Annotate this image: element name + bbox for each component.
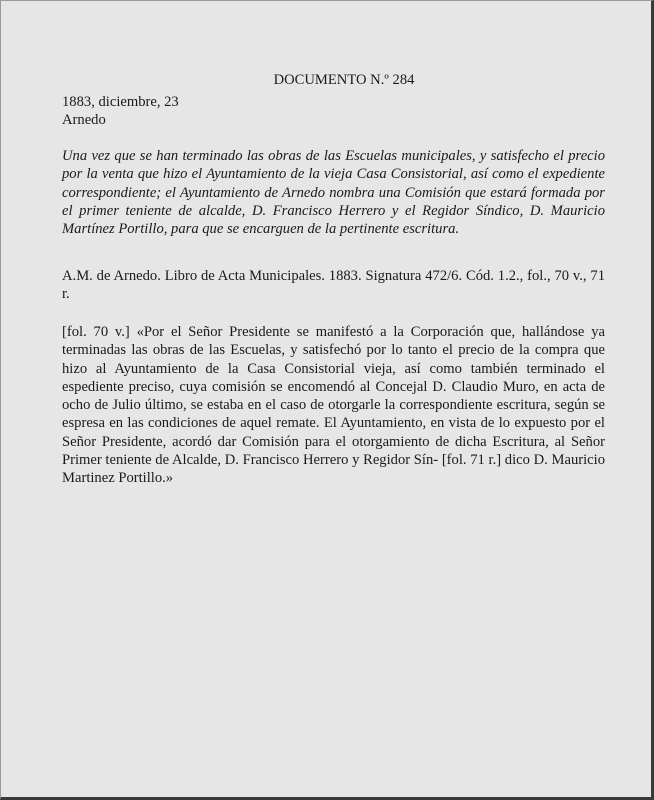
document-date: 1883, diciembre, 23 — [62, 94, 179, 110]
document-source: A.M. de Arnedo. Libro de Acta Municipales. 1883. Signatura 472/6. Cód. 1.2., fol., 70 v., 71 r. — [62, 268, 605, 303]
document-title: DOCUMENTO N.º 284 — [273, 72, 415, 88]
document-place: Arnedo — [62, 112, 106, 128]
document-transcription: [fol. 70 v.] «Por el Señor Presidente se manifestó a la Corporación que, hallándose ya terminadas las obras de las Escuelas, y satisfechó por lo tanto el precio de la compra que hizo al Ayuntamiento de la Casa Consistorial vieja, así como también terminado el espediente preciso, cuya comisión se encomendó al Concejal D. Claudio Muro, en acta de ocho de Julio último, se estaba en el caso de otorgarle la correspondiente escritura, según se espresa en las condiciones de aquel remate. El Ayuntamiento, en vista de lo expuesto por el Señor Presidente, acordó dar Comisión para el otorgamiento de dicha Escritura, al Señor Primer teniente de Alcalde, D. Francisco Herrero y Regidor Sín- [fol. 71 r.] dico D. Mauricio Martinez Portillo.» — [62, 324, 605, 487]
document-summary: Una vez que se han terminado las obras de las Escuelas municipales, y satisfecho el precio por la venta que hizo el Ayuntamiento de la vieja Casa Consistorial, así como el expediente correspondiente; el Ayuntamiento de Arnedo nombra una Comisión que estará formada por el primer teniente de alcalde, D. Francisco Herrero y el Regidor Síndico, D. Mauricio Martínez Portillo, para que se encarguen de la pertinente escritura. — [62, 148, 605, 238]
